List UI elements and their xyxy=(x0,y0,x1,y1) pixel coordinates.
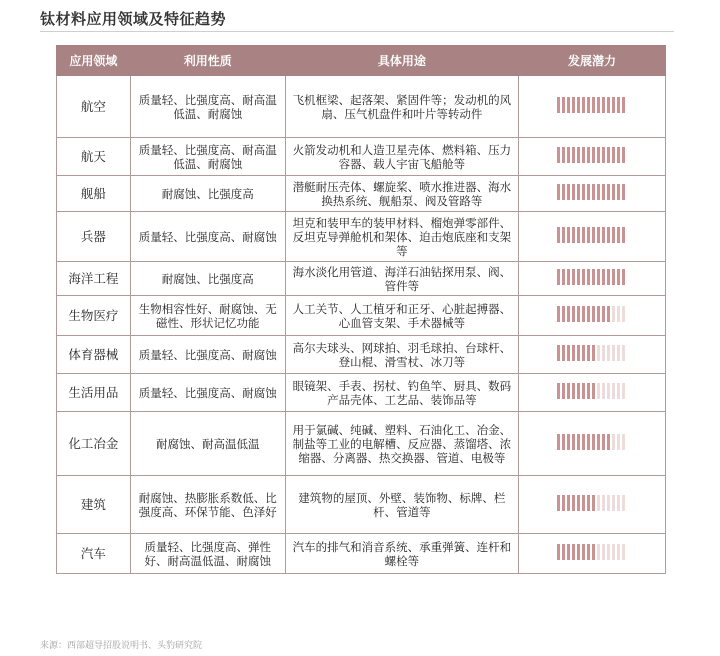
potential-bar-segment xyxy=(592,544,595,560)
potential-bar-segment xyxy=(597,269,600,285)
potential-bar-segment xyxy=(617,345,620,361)
potential-bar-segment xyxy=(587,184,590,200)
potential-bar-segment xyxy=(582,434,585,450)
potential-bar-segment xyxy=(607,306,610,322)
potential-bar-segment xyxy=(567,383,570,399)
potential-bar-segment xyxy=(617,147,620,163)
potential-bar-segment xyxy=(622,434,625,450)
potential-bar-segment xyxy=(617,306,620,322)
potential-bar-segment xyxy=(602,383,605,399)
field-cell: 体育器械 xyxy=(57,336,131,374)
potential-bar-segment xyxy=(557,184,560,200)
potential-bar-segment xyxy=(557,383,560,399)
potential-bar-segment xyxy=(582,269,585,285)
usage-cell: 建筑物的屋顶、外壁、装饰物、标牌、栏杆、管道等 xyxy=(285,476,519,534)
potential-bar-segment xyxy=(592,383,595,399)
table-row xyxy=(57,296,666,336)
potential-bar-segment xyxy=(582,184,585,200)
potential-bar-segment xyxy=(562,434,565,450)
potential-bar-segment xyxy=(567,495,570,511)
usage-cell: 坦克和装甲车的装甲材料、榴炮弹零部件、反坦克导弹舱机和架体、迫击炮底座和支架等 xyxy=(285,212,519,262)
potential-bar-segment xyxy=(567,544,570,560)
potential-bar-segment xyxy=(572,306,575,322)
potential-bar-segment xyxy=(622,306,625,322)
potential-bar-segment xyxy=(577,495,580,511)
potential-bar-segment xyxy=(582,97,585,113)
potential-cell xyxy=(519,176,666,212)
potential-bar-segment xyxy=(607,184,610,200)
potential-bar-segment xyxy=(562,227,565,243)
potential-bar-segment xyxy=(577,184,580,200)
property-cell: 耐腐蚀、耐高温低温 xyxy=(130,412,285,476)
header-potential: 发展潜力 xyxy=(519,46,666,76)
property-cell: 生物相容性好、耐腐蚀、无磁性、形状记忆功能 xyxy=(130,296,285,336)
potential-bar-segment xyxy=(617,383,620,399)
potential-bar-segment xyxy=(617,495,620,511)
potential-bar-segment xyxy=(572,495,575,511)
potential-bar-segment xyxy=(567,434,570,450)
potential-bar-segment xyxy=(572,544,575,560)
potential-bar-segment xyxy=(602,434,605,450)
potential-bar-gauge xyxy=(557,383,627,399)
potential-bar-segment xyxy=(597,227,600,243)
page-title: 钛材料应用领域及特征趋势 xyxy=(40,10,227,28)
property-cell: 耐腐蚀、热膨胀系数低、比强度高、环保节能、色泽好 xyxy=(130,476,285,534)
potential-bar-segment xyxy=(557,97,560,113)
potential-bar-gauge xyxy=(557,97,627,113)
potential-bar-segment xyxy=(577,269,580,285)
header-property: 利用性质 xyxy=(130,46,285,76)
potential-bar-segment xyxy=(562,97,565,113)
potential-bar-segment xyxy=(577,227,580,243)
usage-cell: 眼镜架、手表、拐杖、钓鱼竿、厨具、数码产品壳体、工艺品、装饰品等 xyxy=(285,374,519,412)
usage-cell: 用于氯碱、纯碱、塑料、石油化工、冶金、制盐等工业的电解槽、反应器、蒸馏塔、浓缩器、分离器、热交换器、管道、电极等 xyxy=(285,412,519,476)
potential-bar-segment xyxy=(622,345,625,361)
potential-bar-segment xyxy=(587,345,590,361)
field-cell: 航空 xyxy=(57,76,131,138)
potential-bar-segment xyxy=(562,147,565,163)
property-cell: 耐腐蚀、比强度高 xyxy=(130,176,285,212)
potential-cell xyxy=(519,374,666,412)
potential-bar-segment xyxy=(612,383,615,399)
potential-cell xyxy=(519,138,666,176)
usage-cell: 高尔夫球头、网球拍、羽毛球拍、台球杆、登山棍、滑雪杖、冰刀等 xyxy=(285,336,519,374)
potential-bar-segment xyxy=(597,383,600,399)
potential-bar-segment xyxy=(592,97,595,113)
potential-bar-segment xyxy=(592,227,595,243)
potential-bar-gauge xyxy=(557,184,627,200)
potential-bar-segment xyxy=(622,495,625,511)
potential-bar-segment xyxy=(567,184,570,200)
potential-bar-segment xyxy=(597,306,600,322)
potential-cell xyxy=(519,336,666,374)
potential-bar-segment xyxy=(602,147,605,163)
potential-bar-segment xyxy=(607,147,610,163)
potential-bar-gauge xyxy=(557,434,627,450)
potential-bar-segment xyxy=(562,306,565,322)
title-divider xyxy=(40,31,674,32)
potential-bar-segment xyxy=(567,227,570,243)
potential-bar-segment xyxy=(582,147,585,163)
usage-cell: 飞机框梁、起落架、紧固件等；发动机的风扇、压气机盘件和叶片等转动件 xyxy=(285,76,519,138)
potential-bar-segment xyxy=(562,383,565,399)
usage-cell: 人工关节、人工植牙和正牙、心脏起搏器、心血管支架、手术器械等 xyxy=(285,296,519,336)
potential-bar-segment xyxy=(622,383,625,399)
potential-bar-segment xyxy=(572,227,575,243)
potential-bar-segment xyxy=(602,227,605,243)
potential-bar-segment xyxy=(607,434,610,450)
potential-bar-segment xyxy=(582,544,585,560)
potential-bar-segment xyxy=(592,345,595,361)
field-cell: 生物医疗 xyxy=(57,296,131,336)
potential-bar-segment xyxy=(572,383,575,399)
property-cell: 质量轻、比强度高、耐高温低温、耐腐蚀 xyxy=(130,76,285,138)
potential-bar-segment xyxy=(582,495,585,511)
header-usage: 具体用途 xyxy=(285,46,519,76)
potential-cell xyxy=(519,296,666,336)
potential-bar-segment xyxy=(592,147,595,163)
potential-bar-segment xyxy=(587,147,590,163)
property-cell: 质量轻、比强度高、耐腐蚀 xyxy=(130,336,285,374)
potential-bar-segment xyxy=(622,269,625,285)
potential-bar-segment xyxy=(577,434,580,450)
potential-bar-segment xyxy=(562,269,565,285)
table-row xyxy=(57,138,666,176)
potential-bar-segment xyxy=(602,269,605,285)
potential-bar-segment xyxy=(587,227,590,243)
titanium-application-table xyxy=(56,45,666,574)
table-row xyxy=(57,336,666,374)
field-cell: 建筑 xyxy=(57,476,131,534)
potential-bar-segment xyxy=(622,184,625,200)
potential-bar-segment xyxy=(612,495,615,511)
potential-bar-segment xyxy=(612,147,615,163)
potential-bar-segment xyxy=(557,147,560,163)
potential-bar-segment xyxy=(622,147,625,163)
field-cell: 航天 xyxy=(57,138,131,176)
potential-bar-segment xyxy=(577,147,580,163)
potential-cell xyxy=(519,212,666,262)
potential-bar-segment xyxy=(592,495,595,511)
potential-bar-segment xyxy=(607,269,610,285)
potential-bar-segment xyxy=(582,227,585,243)
table-row xyxy=(57,374,666,412)
potential-bar-segment xyxy=(582,345,585,361)
potential-bar-segment xyxy=(562,345,565,361)
potential-bar-segment xyxy=(587,544,590,560)
potential-bar-gauge xyxy=(557,544,627,560)
source-note: 来源：西部超导招股说明书、头豹研究院 xyxy=(40,641,203,651)
potential-bar-segment xyxy=(582,306,585,322)
potential-bar-segment xyxy=(572,184,575,200)
potential-bar-segment xyxy=(607,345,610,361)
potential-bar-segment xyxy=(572,345,575,361)
table-row xyxy=(57,534,666,574)
potential-bar-segment xyxy=(567,345,570,361)
potential-bar-segment xyxy=(612,269,615,285)
potential-bar-segment xyxy=(562,544,565,560)
potential-bar-segment xyxy=(602,345,605,361)
potential-bar-segment xyxy=(622,544,625,560)
potential-bar-segment xyxy=(577,345,580,361)
property-cell: 质量轻、比强度高、耐腐蚀 xyxy=(130,374,285,412)
potential-bar-segment xyxy=(612,227,615,243)
potential-bar-segment xyxy=(602,184,605,200)
potential-bar-segment xyxy=(607,544,610,560)
potential-bar-segment xyxy=(587,269,590,285)
potential-cell xyxy=(519,412,666,476)
potential-bar-segment xyxy=(572,97,575,113)
potential-bar-gauge xyxy=(557,495,627,511)
potential-bar-segment xyxy=(617,97,620,113)
potential-bar-segment xyxy=(557,269,560,285)
potential-bar-segment xyxy=(597,495,600,511)
potential-bar-gauge xyxy=(557,306,627,322)
potential-bar-segment xyxy=(577,306,580,322)
potential-bar-segment xyxy=(587,434,590,450)
potential-bar-segment xyxy=(597,147,600,163)
table-row xyxy=(57,76,666,138)
potential-bar-segment xyxy=(622,97,625,113)
potential-bar-segment xyxy=(592,269,595,285)
property-cell: 耐腐蚀、比强度高 xyxy=(130,262,285,296)
table-row xyxy=(57,412,666,476)
potential-bar-segment xyxy=(587,383,590,399)
potential-bar-segment xyxy=(567,306,570,322)
potential-bar-segment xyxy=(567,147,570,163)
potential-bar-segment xyxy=(622,227,625,243)
potential-bar-segment xyxy=(602,306,605,322)
potential-cell xyxy=(519,476,666,534)
usage-cell: 汽车的排气和消音系统、承重弹簧、连杆和螺栓等 xyxy=(285,534,519,574)
property-cell: 质量轻、比强度高、耐高温低温、耐腐蚀 xyxy=(130,138,285,176)
potential-bar-segment xyxy=(617,227,620,243)
table-row xyxy=(57,212,666,262)
field-cell: 舰船 xyxy=(57,176,131,212)
field-cell: 兵器 xyxy=(57,212,131,262)
potential-bar-segment xyxy=(597,184,600,200)
potential-bar-segment xyxy=(612,544,615,560)
potential-bar-segment xyxy=(602,495,605,511)
potential-bar-gauge xyxy=(557,147,627,163)
potential-bar-segment xyxy=(597,544,600,560)
potential-bar-segment xyxy=(592,434,595,450)
potential-bar-segment xyxy=(607,227,610,243)
potential-bar-segment xyxy=(557,544,560,560)
property-cell: 质量轻、比强度高、弹性好、耐高温低温、耐腐蚀 xyxy=(130,534,285,574)
potential-bar-segment xyxy=(617,544,620,560)
potential-bar-segment xyxy=(557,434,560,450)
potential-bar-gauge xyxy=(557,345,627,361)
potential-bar-segment xyxy=(607,97,610,113)
potential-bar-segment xyxy=(557,227,560,243)
potential-bar-segment xyxy=(572,434,575,450)
potential-bar-segment xyxy=(612,306,615,322)
potential-cell xyxy=(519,534,666,574)
potential-bar-segment xyxy=(612,97,615,113)
potential-bar-segment xyxy=(572,147,575,163)
potential-bar-segment xyxy=(607,495,610,511)
field-cell: 化工冶金 xyxy=(57,412,131,476)
potential-bar-segment xyxy=(592,184,595,200)
table-header-row xyxy=(57,46,666,76)
potential-bar-segment xyxy=(612,434,615,450)
potential-bar-segment xyxy=(557,345,560,361)
potential-bar-segment xyxy=(562,495,565,511)
table-row xyxy=(57,262,666,296)
usage-cell: 海水淡化用管道、海洋石油钻探用泵、阀、管件等 xyxy=(285,262,519,296)
potential-bar-segment xyxy=(587,306,590,322)
field-cell: 生活用品 xyxy=(57,374,131,412)
potential-bar-segment xyxy=(612,184,615,200)
usage-cell: 潜艇耐压壳体、螺旋桨、喷水推进器、海水换热系统、舰船泵、阀及管路等 xyxy=(285,176,519,212)
potential-bar-segment xyxy=(617,184,620,200)
potential-bar-segment xyxy=(602,97,605,113)
potential-bar-segment xyxy=(577,544,580,560)
potential-bar-segment xyxy=(612,345,615,361)
table-row xyxy=(57,176,666,212)
usage-cell: 火箭发动机和人造卫星壳体、燃料箱、压力容器、载人宇宙飞船舱等 xyxy=(285,138,519,176)
field-cell: 汽车 xyxy=(57,534,131,574)
potential-cell xyxy=(519,262,666,296)
potential-bar-segment xyxy=(562,184,565,200)
potential-bar-segment xyxy=(587,97,590,113)
potential-bar-segment xyxy=(602,544,605,560)
property-cell: 质量轻、比强度高、耐腐蚀 xyxy=(130,212,285,262)
potential-bar-segment xyxy=(557,495,560,511)
potential-bar-segment xyxy=(577,383,580,399)
potential-bar-segment xyxy=(597,97,600,113)
potential-bar-segment xyxy=(572,269,575,285)
potential-bar-segment xyxy=(592,306,595,322)
table-row xyxy=(57,476,666,534)
potential-bar-gauge xyxy=(557,227,627,243)
potential-bar-segment xyxy=(597,434,600,450)
potential-bar-gauge xyxy=(557,269,627,285)
potential-bar-segment xyxy=(567,269,570,285)
potential-bar-segment xyxy=(617,434,620,450)
potential-bar-segment xyxy=(617,269,620,285)
potential-bar-segment xyxy=(582,383,585,399)
potential-bar-segment xyxy=(557,306,560,322)
header-field: 应用领域 xyxy=(57,46,131,76)
field-cell: 海洋工程 xyxy=(57,262,131,296)
potential-bar-segment xyxy=(597,345,600,361)
potential-cell xyxy=(519,76,666,138)
potential-bar-segment xyxy=(567,97,570,113)
potential-bar-segment xyxy=(577,97,580,113)
potential-bar-segment xyxy=(607,383,610,399)
potential-bar-segment xyxy=(587,495,590,511)
